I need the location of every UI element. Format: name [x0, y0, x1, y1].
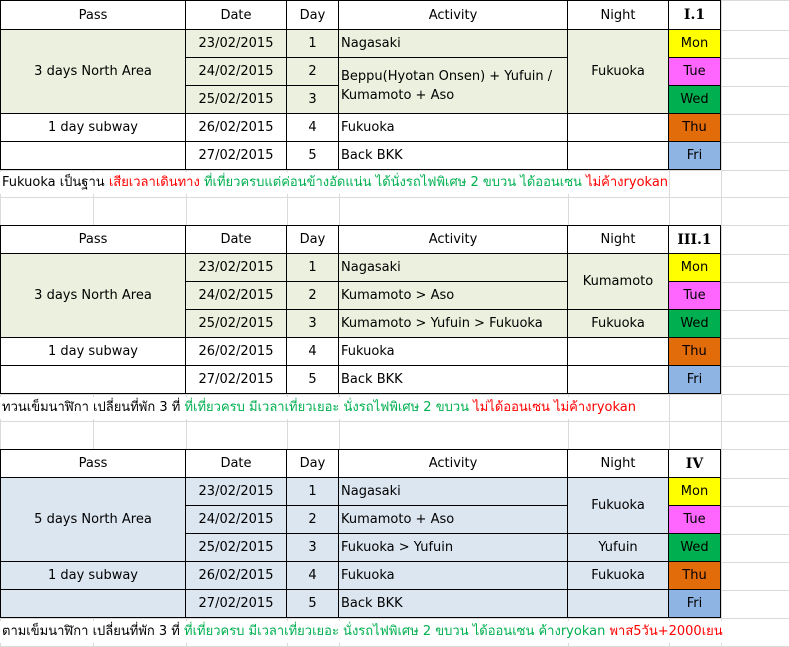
header-day: Day	[287, 225, 339, 254]
date-cell: 25/02/2015	[186, 310, 287, 338]
pass-cell: 1 day subway	[0, 562, 186, 590]
gridline	[0, 394, 789, 395]
weekday-badge: Mon	[669, 254, 721, 282]
pass-cell: 1 day subway	[0, 338, 186, 366]
night-cell-empty	[568, 338, 669, 366]
day-cell: 2	[287, 58, 339, 86]
plan-code: I.1	[669, 0, 721, 30]
weekday-badge: Tue	[669, 506, 721, 534]
weekday-badge: Thu	[669, 338, 721, 366]
plan-note	[0, 397, 636, 419]
note-segment: ที่เที่ยวครบ มีเวลาเที่ยวเยอะ นั่งรถไฟพิเศษ 2 ขบวน	[184, 400, 474, 415]
date-cell: 24/02/2015	[186, 58, 287, 86]
header-date: Date	[186, 225, 287, 254]
date-cell: 25/02/2015	[186, 86, 287, 114]
pass-cell: 3 days North Area	[0, 254, 186, 338]
header-date: Date	[186, 0, 287, 30]
day-cell: 4	[287, 562, 339, 590]
day-cell: 4	[287, 338, 339, 366]
header-pass: Pass	[0, 225, 186, 254]
plan-note	[0, 172, 668, 194]
activity-cell: Fukuoka	[339, 114, 568, 142]
activity-cell: Back BKK	[339, 590, 568, 618]
date-cell: 24/02/2015	[186, 282, 287, 310]
activity-cell: Fukuoka	[339, 338, 568, 366]
gridline	[0, 170, 789, 171]
pass-cell-empty	[0, 590, 186, 618]
plan-note	[0, 621, 723, 643]
header-night: Night	[568, 225, 669, 254]
header-activity: Activity	[339, 225, 568, 254]
header-day: Day	[287, 449, 339, 478]
night-cell: Fukuoka	[568, 478, 669, 534]
gridline	[0, 197, 789, 198]
day-cell: 1	[287, 254, 339, 282]
night-cell-empty	[568, 142, 669, 170]
weekday-badge: Wed	[669, 310, 721, 338]
weekday-badge: Thu	[669, 562, 721, 590]
header-date: Date	[186, 449, 287, 478]
date-cell: 26/02/2015	[186, 562, 287, 590]
note-segment: Fukuoka เป็นฐาน	[2, 175, 109, 190]
activity-cell: Nagasaki	[339, 30, 568, 58]
date-cell: 26/02/2015	[186, 338, 287, 366]
date-cell: 23/02/2015	[186, 254, 287, 282]
day-cell: 5	[287, 590, 339, 618]
pass-cell-empty	[0, 142, 93, 170]
activity-cell: Kumamoto + Aso	[339, 506, 568, 534]
night-cell: Kumamoto	[568, 254, 669, 310]
night-cell: Fukuoka	[568, 310, 669, 338]
day-cell: 3	[287, 534, 339, 562]
note-segment: ไม่ค้างryokan	[586, 175, 669, 190]
night-cell: Yufuin	[568, 534, 669, 562]
weekday-badge: Tue	[669, 58, 721, 86]
night-cell-empty	[568, 366, 669, 394]
note-segment: ที่เที่ยวครบแต่ค่อนข้างอัดแน่น ได้นั่งรถไฟพิเศษ 2 ขบวน ได้ออนเซน	[203, 175, 587, 190]
pass-cell: 3 days North Area	[0, 30, 186, 114]
header-night: Night	[568, 0, 669, 30]
plan-code: III.1	[669, 225, 721, 254]
activity-cell: Back BKK	[339, 142, 568, 170]
weekday-badge: Mon	[669, 30, 721, 58]
note-segment: ไม่ได้ออนเซน ไม่ค้างryokan	[473, 400, 636, 415]
day-cell: 2	[287, 282, 339, 310]
pass-cell: 1 day subway	[0, 114, 186, 142]
night-cell: Fukuoka	[568, 30, 669, 114]
weekday-badge: Mon	[669, 478, 721, 506]
plan-code: IV	[669, 449, 721, 478]
night-cell-empty	[568, 590, 669, 618]
activity-cell: Nagasaki	[339, 478, 568, 506]
weekday-badge: Wed	[669, 86, 721, 114]
note-segment: เสียเวลาเดินทาง	[108, 175, 204, 190]
day-cell: 1	[287, 478, 339, 506]
pass-cell-empty	[93, 142, 186, 170]
weekday-badge: Thu	[669, 114, 721, 142]
header-pass: Pass	[0, 0, 186, 30]
date-cell: 27/02/2015	[186, 366, 287, 394]
date-cell: 26/02/2015	[186, 114, 287, 142]
night-cell: Fukuoka	[568, 562, 669, 590]
weekday-badge: Wed	[669, 534, 721, 562]
pass-cell: 5 days North Area	[0, 478, 186, 562]
weekday-badge: Fri	[669, 366, 721, 394]
gridline	[0, 618, 789, 619]
activity-cell: Kumamoto > Yufuin > Fukuoka	[339, 310, 568, 338]
date-cell: 27/02/2015	[186, 590, 287, 618]
weekday-badge: Fri	[669, 142, 721, 170]
night-cell-empty	[568, 114, 669, 142]
activity-cell: Beppu(Hyotan Onsen) + Yufuin / Kumamoto + Aso	[339, 58, 568, 114]
gridline	[721, 0, 722, 647]
weekday-badge: Fri	[669, 590, 721, 618]
date-cell: 23/02/2015	[186, 30, 287, 58]
date-cell: 25/02/2015	[186, 534, 287, 562]
day-cell: 1	[287, 30, 339, 58]
day-cell: 2	[287, 506, 339, 534]
day-cell: 4	[287, 114, 339, 142]
day-cell: 5	[287, 366, 339, 394]
header-activity: Activity	[339, 0, 568, 30]
gridline	[0, 421, 789, 422]
note-segment: พาส5วัน+2000เยน	[609, 624, 723, 639]
date-cell: 24/02/2015	[186, 506, 287, 534]
activity-cell: Nagasaki	[339, 254, 568, 282]
day-cell: 3	[287, 86, 339, 114]
pass-cell-empty	[93, 366, 186, 394]
activity-cell: Fukuoka > Yufuin	[339, 534, 568, 562]
note-segment: ที่เที่ยวครบ มีเวลาเที่ยวเยอะ นั่งรถไฟพิเศษ 2 ขบวน ได้ออนเซน ค้างryokan	[184, 624, 610, 639]
activity-cell: Kumamoto > Aso	[339, 282, 568, 310]
pass-cell-empty	[0, 366, 93, 394]
header-pass: Pass	[0, 449, 186, 478]
activity-cell: Back BKK	[339, 366, 568, 394]
weekday-badge: Tue	[669, 282, 721, 310]
header-activity: Activity	[339, 449, 568, 478]
note-segment: ทวนเข็มนาฬิกา เปลี่ยนที่พัก 3 ที่	[2, 400, 185, 415]
activity-cell: Fukuoka	[339, 562, 568, 590]
note-segment: ตามเข็มนาฬิกา เปลี่ยนที่พัก 3 ที่	[2, 624, 184, 639]
header-night: Night	[568, 449, 669, 478]
date-cell: 27/02/2015	[186, 142, 287, 170]
date-cell: 23/02/2015	[186, 478, 287, 506]
day-cell: 3	[287, 310, 339, 338]
day-cell: 5	[287, 142, 339, 170]
header-day: Day	[287, 0, 339, 30]
